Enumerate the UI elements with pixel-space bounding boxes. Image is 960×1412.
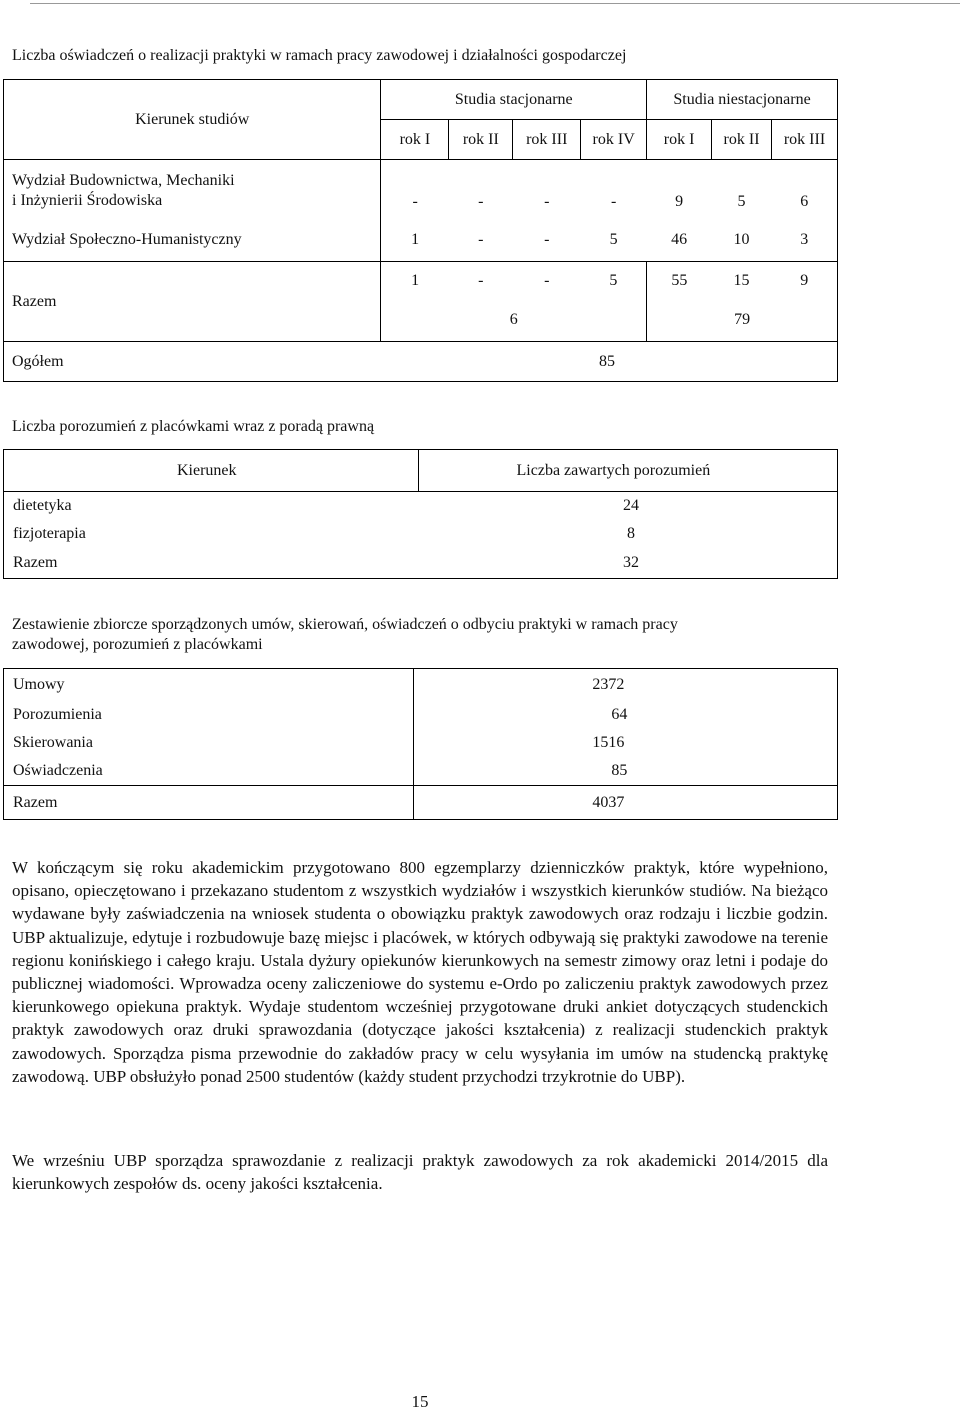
zestawienie-table [3, 668, 838, 820]
section3-heading: Zestawienie zbiorcze sporządzonych umów, skierowań, oświadczeń o odbyciu praktyki w ramach pracy zawodowej, porozumień z placówkami [12, 616, 678, 653]
table-row: Wydział Społeczno-Humanistyczny 1 - - 5 46 10 3 [4, 220, 838, 262]
table-row: Oświadczenia 85 [4, 758, 838, 786]
razem-row: Razem 1 - - 5 55 15 9 [4, 262, 838, 300]
header-rule [30, 3, 960, 4]
section2-heading: Liczba porozumień z placówkami wraz z poradą prawną [12, 418, 375, 435]
razem-row: Razem 4037 [4, 786, 838, 820]
stacjonarne-total: 6 [381, 300, 647, 342]
table-row: Porozumienia 64 [4, 701, 838, 729]
kierunek-header: Kierunek [4, 450, 419, 492]
liczba-header: Liczba zawartych porozumień [418, 450, 837, 492]
row-label: Wydział Budownictwa, Mechaniki i Inżynierii Środowiska [4, 160, 381, 220]
header-row-1 [4, 80, 838, 120]
table-row: Skierowania 1516 [4, 729, 838, 758]
niestacjonarne-header: Studia niestacjonarne [647, 80, 838, 120]
year-header: rok I [381, 120, 449, 160]
ogolem-label: Ogółem [4, 342, 381, 382]
kierunek-header: Kierunek studiów [4, 80, 381, 160]
header-row [4, 450, 838, 492]
stacjonarne-header: Studia stacjonarne [381, 80, 647, 120]
ogolem-value: 85 [381, 342, 838, 382]
table-row: dietetyka 24 [4, 492, 838, 520]
year-header: rok I [647, 120, 712, 160]
table-row: fizjoterapia 8 [4, 520, 838, 549]
oswiadczenia-table [3, 79, 838, 382]
table-row: Umowy 2372 [4, 669, 838, 701]
page-number: 15 [411, 1392, 429, 1411]
section1-heading: Liczba oświadczeń o realizacji praktyki w ramach pracy zawodowej i działalności gospodarczej [12, 47, 627, 64]
razem-row: Razem 32 [4, 549, 838, 579]
year-header: rok III [513, 120, 581, 160]
porozumienia-table [3, 449, 838, 579]
body-paragraph-1: W kończącym się roku akademickim przygotowano 800 egzemplarzy dzienniczków praktyk, które wypełniono, opisano, opieczętowano i przekazano studentom z wszystkich wydziałów i wszystkich kierunków studiów. Na bieżąco wydawane były zaświadczenia na wniosek studenta o obowiązku praktyk zawodowych oraz rodzaju i liczbie godzin. UBP aktualizuje, edytuje i rozbudowuje bazę miejsc i placówek, w których odbywają się praktyki zawodowe na terenie regionu konińskiego i całego kraju. Ustala dyżury opiekunów kierunkowych na semestr zimowy oraz letni i podaje do publicznej wiadomości. Wprowadza oceny zaliczeniowe do systemu e-Ordo po zaliczeniu praktyk zawodowych przez kierunkowego opiekuna praktyk. Wydaje studentom wcześniej przygotowane druki ankiet dotyczących studenckich praktyk zawodowych oraz druki sprawozdania (dotyczące jakości kształcenia) z realizacji studenckich praktyk zawodowych. Sporządza pisma przewodnie do zakładów pracy w celu wysyłania im umów na studencką praktykę zawodową. UBP obsłużyło ponad 2500 studentów (każdy student przychodzi trzykrotnie do UBP). [12, 858, 828, 1086]
year-header: rok II [712, 120, 772, 160]
year-header: rok II [449, 120, 513, 160]
niestacjonarne-total: 79 [647, 300, 838, 342]
year-header: rok III [772, 120, 838, 160]
table-row: Wydział Budownictwa, Mechaniki i Inżynierii Środowiska - - - - 9 5 6 [4, 160, 838, 220]
ogolem-row [4, 342, 838, 382]
razem-label: Razem [4, 262, 381, 342]
body-paragraph-2: We wrześniu UBP sporządza sprawozdanie z realizacji praktyk zawodowych za rok akademicki 2014/2015 dla kierunkowych zespołów ds. oceny jakości kształcenia. [12, 1151, 828, 1194]
row-label: Wydział Społeczno-Humanistyczny [4, 220, 381, 262]
year-header: rok IV [581, 120, 647, 160]
